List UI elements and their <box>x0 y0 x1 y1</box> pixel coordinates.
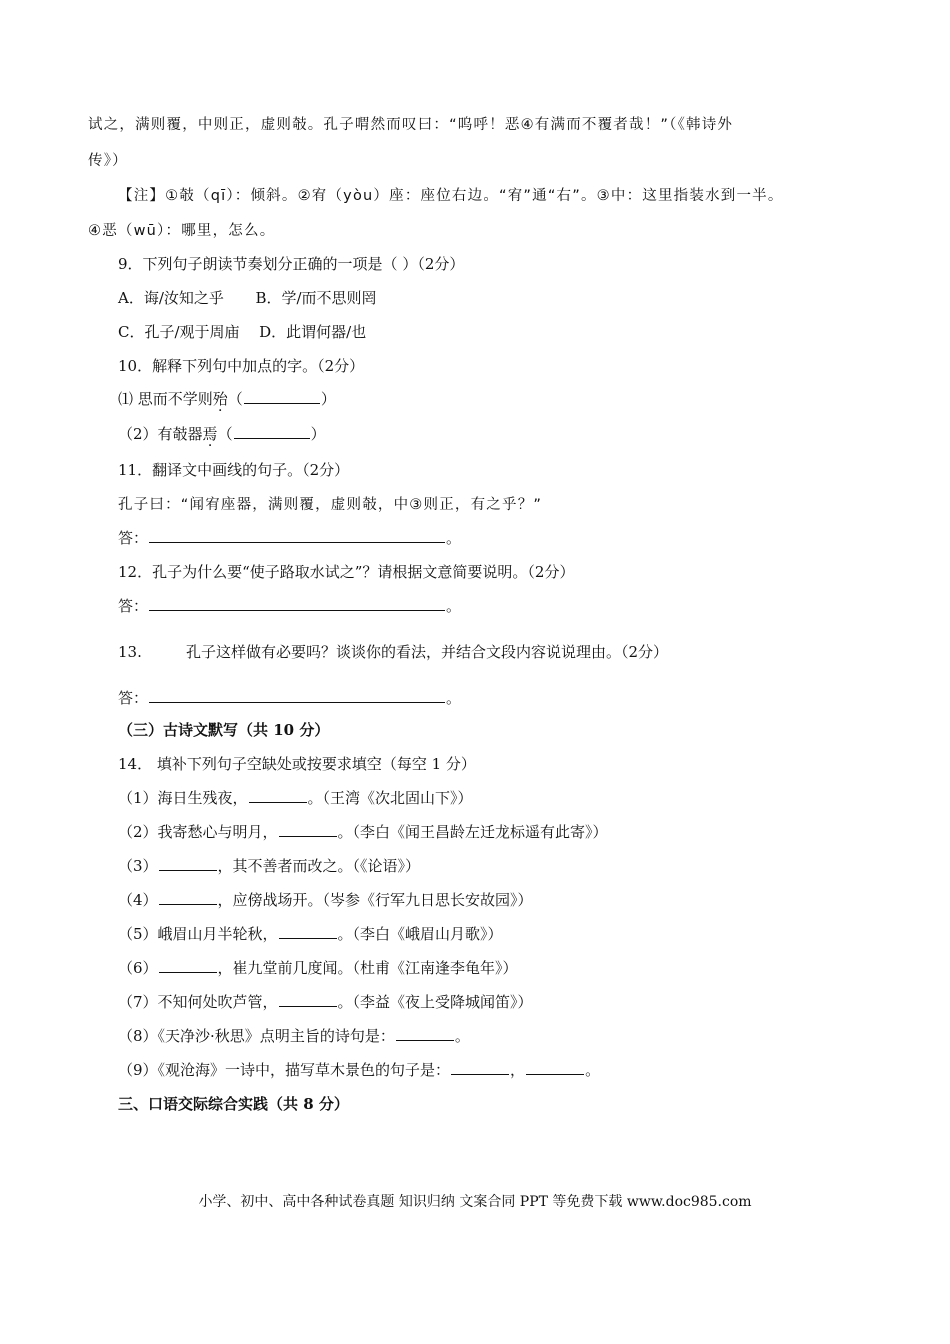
q10-sub-2-blank[interactable] <box>234 424 310 439</box>
q10-sub-2-paren-close: ） <box>310 425 326 443</box>
q9-option-b: B．学/而不思则罔 <box>255 289 377 307</box>
q10-sub-2-text: （2）有攲器 <box>118 425 203 443</box>
q9-stem: 9．下列句子朗读节奏划分正确的一项是（ ）（2分） <box>118 255 465 273</box>
q12-answer <box>118 596 461 616</box>
q13-number: 13. <box>118 643 142 661</box>
q14-item-2-post: 。（李白《闻王昌龄左迁龙标遥有此寄》） <box>337 823 608 841</box>
q9-options-row-1 <box>118 288 377 308</box>
q11-answer-blank[interactable] <box>149 528 445 543</box>
q9-options-row-2 <box>118 322 366 342</box>
notes-line-2: ④恶（wū）：哪里，怎么。 <box>88 223 276 239</box>
q9-option-c: C．孔子/观于周庙 <box>118 323 240 341</box>
q10-sub-2-dotted-char: 焉 <box>202 425 218 443</box>
q10-sub-2 <box>118 424 326 444</box>
q11-answer <box>118 528 461 548</box>
q10-sub-1-dotted-char: 殆 <box>212 390 228 408</box>
q14-item-9-blank-1[interactable] <box>451 1060 509 1075</box>
q11-answer-end: 。 <box>446 529 462 547</box>
q11-answer-label: 答： <box>118 529 149 547</box>
q10-sub-1-paren-open: （ <box>227 390 243 408</box>
q14-item-1-post: 。（王湾《次北固山下》） <box>307 789 473 807</box>
q14-item-5-post: 。（李白《峨眉山月歌》） <box>337 925 503 943</box>
q14-item <box>118 924 503 944</box>
q14-item-2-pre: （2）我寄愁心与明月， <box>118 823 278 841</box>
q10-sub-1 <box>118 389 336 409</box>
q14-item-8-pre: （8）《天净沙·秋思》点明主旨的诗句是： <box>118 1027 395 1045</box>
q10-sub-1-paren-close: ） <box>320 390 336 408</box>
q14-item <box>118 856 420 876</box>
q14-item-7-post: 。（李益《夜上受降城闻笛》） <box>337 993 533 1011</box>
section-3-title: （三）古诗文默写（共 10 分） <box>118 721 330 739</box>
q13-stem: 孔子这样做有必要吗？谈谈你的看法，并结合文段内容说说理由。（2分） <box>186 643 669 661</box>
q14-item-7-pre: （7）不知何处吹芦管， <box>118 993 278 1011</box>
part-3-title: 三、口语交际综合实践（共 8 分） <box>118 1095 349 1113</box>
passage-line-1: 试之，满则覆，中则正，虚则攲。孔子喟然而叹曰：“呜呼！恶④有满而不覆者哉！”（《韩诗外 <box>88 117 734 133</box>
q14-item-7-blank[interactable] <box>279 992 337 1007</box>
q14-item-4-pre: （4） <box>118 891 158 909</box>
q14-item <box>118 1026 470 1046</box>
q10-sub-2-paren-open: （ <box>217 425 233 443</box>
q13-answer-end: 。 <box>446 689 462 707</box>
q10-sub-1-text: ⑴ 思而不学则 <box>118 390 213 408</box>
q13-answer-blank[interactable] <box>149 688 445 703</box>
q14-item <box>118 1060 600 1080</box>
q10-stem: 10．解释下列句中加点的字。（2分） <box>118 357 365 375</box>
q14-item-8-post: 。 <box>454 1027 470 1045</box>
passage-line-2: 传》） <box>88 153 128 169</box>
q9-option-a: A．诲/汝知之乎 <box>118 289 224 307</box>
q12-stem: 12．孔子为什么要“使子路取水试之”？请根据文意简要说明。（2分） <box>118 563 575 581</box>
q13-answer-label: 答： <box>118 689 149 707</box>
q12-answer-blank[interactable] <box>149 596 445 611</box>
q14-item-3-post: ，其不善者而改之。（《论语》） <box>217 857 421 875</box>
q14-item-1-pre: （1）海日生残夜， <box>118 789 248 807</box>
q14-item-5-blank[interactable] <box>279 924 337 939</box>
q9-option-d: D．此谓何器/也 <box>259 323 367 341</box>
q14-item-6-pre: （6） <box>118 959 158 977</box>
q14-item-2-blank[interactable] <box>279 822 337 837</box>
q12-answer-label: 答： <box>118 597 149 615</box>
q14-item-6-blank[interactable] <box>159 958 217 973</box>
q10-sub-1-blank[interactable] <box>244 389 320 404</box>
q14-item <box>118 822 608 842</box>
q14-item-9-post: 。 <box>585 1061 601 1079</box>
q14-item-4-blank[interactable] <box>159 890 217 905</box>
q14-item-8-blank[interactable] <box>396 1026 454 1041</box>
q13-answer <box>118 688 461 708</box>
q11-sentence: 孔子曰：“闻宥座器，满则覆，虚则攲，中③则正，有之乎？” <box>118 497 543 513</box>
q12-answer-end: 。 <box>446 597 462 615</box>
q14-item <box>118 958 518 978</box>
q11-stem: 11．翻译文中画线的句子。（2分） <box>118 461 350 479</box>
q14-item-3-pre: （3） <box>118 857 158 875</box>
q14-item-4-post: ，应傍战场开。（岑参《行军九日思长安故园》） <box>217 891 533 909</box>
footer-text: 小学、初中、高中各种试卷真题 知识归纳 文案合同 PPT 等免费下载 www.doc985.com <box>198 1194 752 1210</box>
q14-stem: 14． 填补下列句子空缺处或按要求填空（每空 1 分） <box>118 755 476 773</box>
notes-line-1: 【注】①攲（qī）：倾斜。②宥（yòu）座：座位右边。“宥”通“右”。③中：这里指装水到一半。 <box>118 188 784 204</box>
q14-item-1-blank[interactable] <box>249 788 307 803</box>
q14-item-3-blank[interactable] <box>159 856 217 871</box>
q14-item-9-blank-2[interactable] <box>526 1060 584 1075</box>
q14-item-5-pre: （5）峨眉山月半轮秋， <box>118 925 278 943</box>
q14-item-9-pre: （9）《观沧海》一诗中，描写草木景色的句子是： <box>118 1061 451 1079</box>
q14-item <box>118 890 533 910</box>
q14-item <box>118 788 473 808</box>
q14-item <box>118 992 533 1012</box>
q14-item-9-mid: ， <box>510 1061 526 1079</box>
q14-item-6-post: ，崔九堂前几度闻。（杜甫《江南逢李龟年》） <box>217 959 518 977</box>
